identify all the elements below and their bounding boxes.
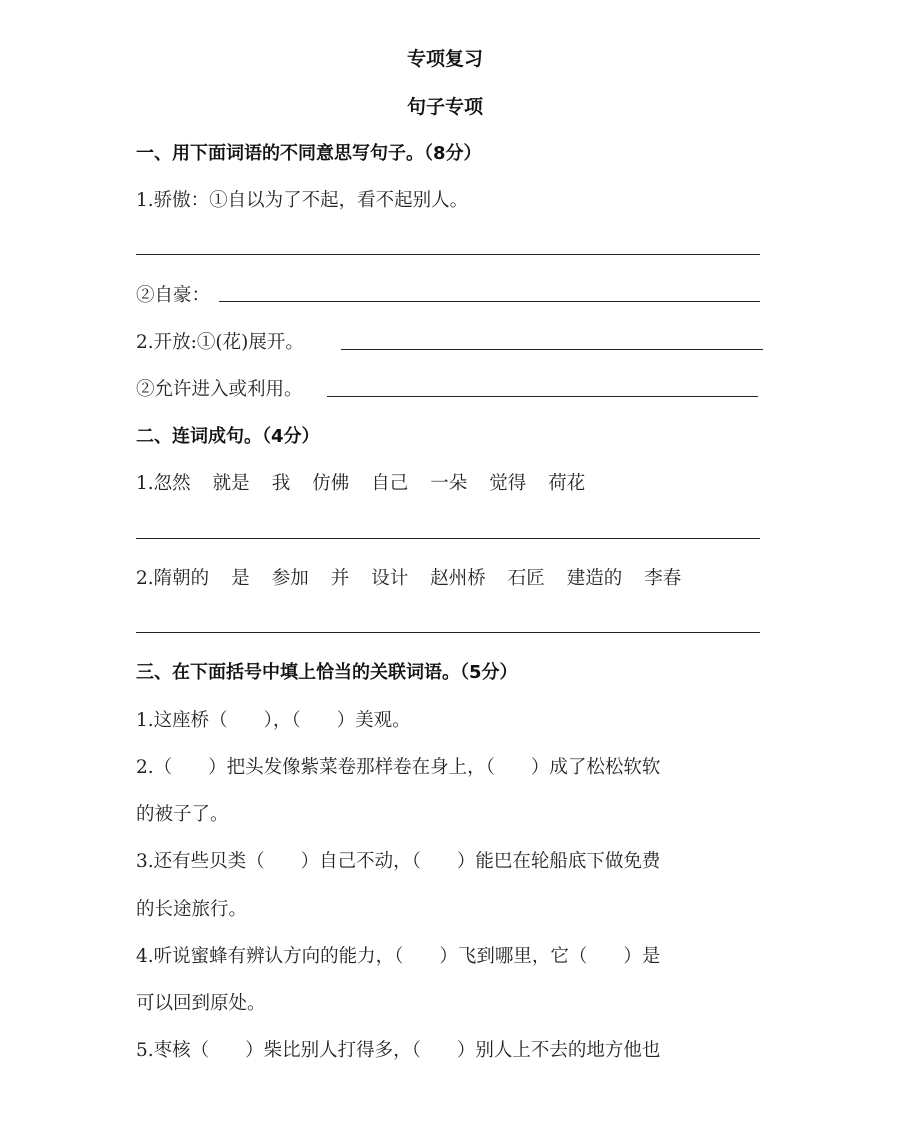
s2-item-1-words [136, 469, 607, 495]
word: 建造的 [566, 568, 623, 589]
item-number: 1. [136, 473, 154, 494]
word: 隋朝的 [153, 568, 210, 589]
text-part: ），（ [263, 710, 301, 731]
word: 石匠 [507, 568, 545, 589]
document-subtitle: 句子专项 [407, 96, 484, 118]
answer-line[interactable] [219, 301, 760, 302]
word: 仿佛 [312, 473, 350, 494]
s3-item-3-cont: 的长途旅行。 [136, 899, 248, 920]
s1-item-4-label: ②允许进入或利用。 [136, 379, 303, 400]
s3-item-5 [136, 1036, 660, 1062]
s3-item-2-cont: 的被子了。 [136, 804, 229, 825]
text-part: ）飞到哪里，它（ [439, 946, 588, 967]
answer-line[interactable] [136, 254, 760, 255]
text-part: ）别人上不去的地方他也 [456, 1040, 661, 1061]
answer-line[interactable] [136, 538, 760, 539]
word: 设计 [371, 568, 409, 589]
s1-item-3-label: 2.开放:①(花)展开。 [136, 332, 304, 353]
word: 李春 [644, 568, 682, 589]
text-part: ）柴比别人打得多，（ [245, 1040, 421, 1061]
text-part: 2.（ [136, 757, 173, 778]
text-part: ）是 [623, 946, 661, 967]
word: 是 [231, 568, 250, 589]
document-title: 专项复习 [407, 48, 484, 70]
item-number: 2. [136, 568, 154, 589]
text-part: 5.枣核（ [136, 1040, 210, 1061]
s3-item-3 [136, 847, 660, 873]
word: 忽然 [153, 473, 191, 494]
section-2-heading: 二、连词成句。（4分） [136, 426, 320, 447]
answer-line[interactable] [327, 396, 758, 397]
word: 觉得 [489, 473, 527, 494]
text-part: 3.还有些贝类（ [136, 851, 265, 872]
s3-item-4 [136, 942, 660, 968]
section-1-heading: 一、用下面词语的不同意思写句子。（8分） [136, 143, 482, 164]
answer-line[interactable] [341, 349, 763, 350]
text-part: 1.这座桥（ [136, 710, 228, 731]
word: 并 [330, 568, 350, 589]
text-part: ）自己不动，（ [300, 851, 421, 872]
text-part: ）把头发像紫菜卷那样卷在身上，（ [208, 757, 495, 778]
s3-item-4-cont: 可以回到原处。 [136, 993, 266, 1014]
word: 一朵 [430, 473, 468, 494]
word: 荷花 [548, 473, 586, 494]
word: 就是 [212, 473, 250, 494]
word: 参加 [271, 568, 309, 589]
s3-item-2 [136, 753, 660, 779]
word: 自己 [371, 473, 409, 494]
s1-item-2-label: ②自豪： [136, 285, 211, 306]
answer-line[interactable] [136, 632, 760, 633]
word: 我 [271, 473, 291, 494]
section-3-heading: 三、在下面括号中填上恰当的关联词语。（5分） [136, 662, 518, 683]
s3-item-1 [136, 706, 411, 732]
text-part: ）美观。 [336, 710, 411, 731]
text-part: ）成了松松软软 [530, 757, 661, 778]
text-part: 4.听说蜜蜂有辨认方向的能力，（ [136, 946, 404, 967]
word: 赵州桥 [430, 568, 486, 589]
s2-item-2-words [136, 564, 703, 590]
text-part: ）能巴在轮船底下做免费 [456, 851, 661, 872]
s1-item-1-label: 1.骄傲：①自以为了不起，看不起别人。 [136, 190, 469, 211]
